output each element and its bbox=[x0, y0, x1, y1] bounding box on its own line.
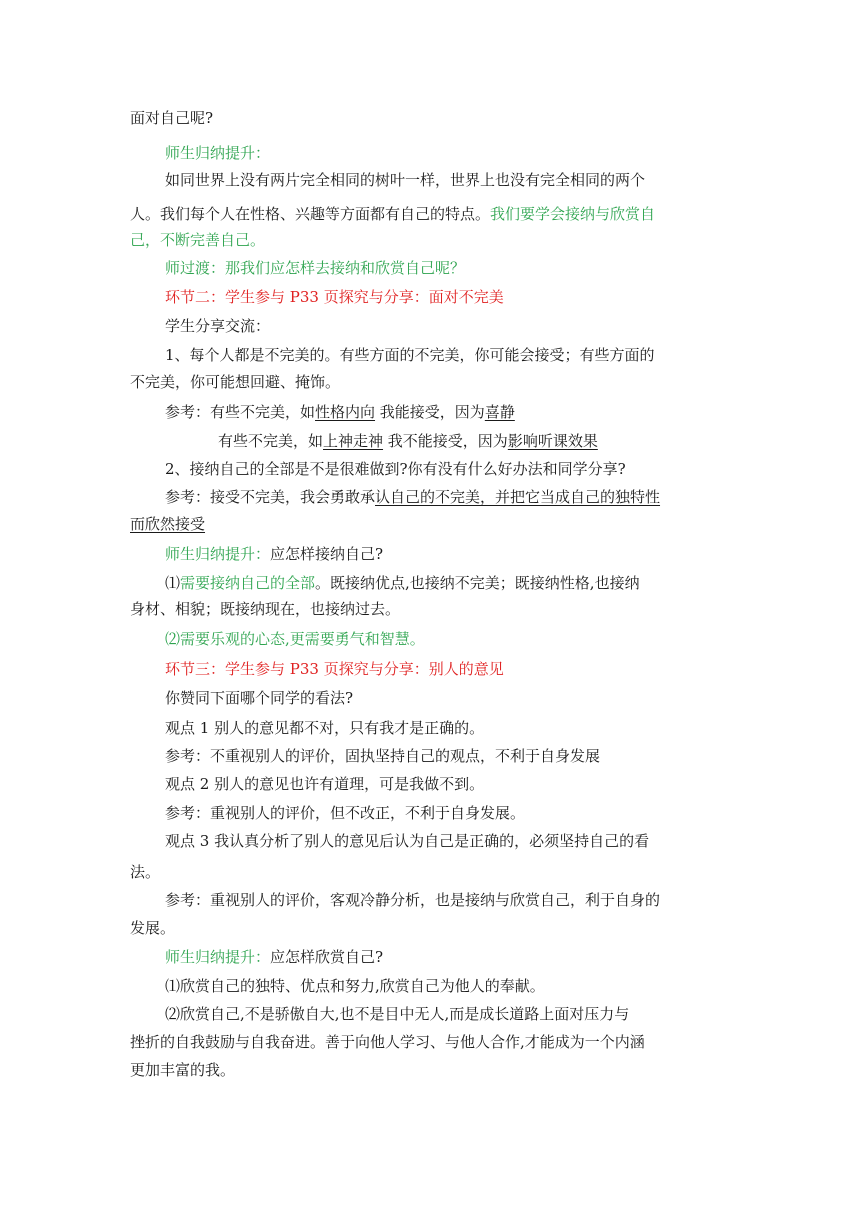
text-line bbox=[130, 1032, 645, 1052]
body-text: 观点 1 别人的意见都不对，只有我才是正确的。 bbox=[165, 719, 485, 737]
section-heading-text: 环节二：学生参与 P33 页探究与分享：面对不完美 bbox=[165, 288, 504, 306]
text-line bbox=[130, 1060, 235, 1080]
body-text: 如同世界上没有两片完全相同的树叶一样，世界上也没有完全相同的两个 bbox=[165, 171, 646, 189]
body-text: 你赞同下面哪个同学的看法? bbox=[165, 689, 354, 707]
body-text: 应怎样欣赏自己? bbox=[270, 948, 384, 966]
text-line bbox=[165, 659, 504, 679]
text-line bbox=[165, 947, 383, 967]
body-text: 法。 bbox=[130, 863, 161, 881]
body-text: 参考：有些不完美，如 bbox=[165, 403, 316, 421]
body-text: 参考：不重视别人的评价，固执坚持自己的观点，不利于自身发展 bbox=[165, 747, 601, 765]
text-line bbox=[165, 316, 270, 336]
underlined-answer: 认自己的不完美，并把它当成自己的独特性 bbox=[375, 488, 661, 506]
text-line bbox=[165, 544, 383, 564]
highlight-text: 己，不断完善自己。 bbox=[130, 231, 266, 249]
underlined-answer: 性格内向 bbox=[315, 403, 376, 421]
text-line bbox=[130, 204, 655, 224]
highlight-text: 师生归纳提升： bbox=[165, 144, 271, 162]
text-line bbox=[165, 688, 353, 708]
highlight-text: 师生归纳提升： bbox=[165, 545, 271, 563]
text-line bbox=[165, 774, 484, 794]
highlight-text: ⑵需要乐观的心态,更需要勇气和智慧。 bbox=[165, 630, 425, 648]
text-line bbox=[130, 599, 400, 619]
body-text: 身材、相貌；既接纳现在，也接纳过去。 bbox=[130, 600, 401, 618]
section-heading-text: 环节三：学生参与 P33 页探究与分享：别人的意见 bbox=[165, 660, 504, 678]
text-line bbox=[165, 287, 504, 307]
text-line bbox=[130, 230, 265, 250]
body-text: 更加丰富的我。 bbox=[130, 1061, 236, 1079]
text-line bbox=[130, 918, 175, 938]
body-text: 。既接纳优点,也接纳不完美；既接纳性格,也接纳 bbox=[315, 574, 640, 592]
body-text: 2、接纳自己的全部是不是很难做到?你有没有什么好办法和同学分享? bbox=[165, 460, 626, 478]
highlight-text: 师生归纳提升： bbox=[165, 948, 271, 966]
text-line bbox=[165, 143, 270, 163]
text-line bbox=[130, 372, 340, 392]
text-line bbox=[165, 402, 515, 422]
text-line bbox=[165, 629, 425, 649]
text-line bbox=[130, 514, 205, 534]
body-text: 不完美，你可能想回避、掩饰。 bbox=[130, 373, 341, 391]
body-text: 学生分享交流： bbox=[165, 317, 271, 335]
body-text: 观点 3 我认真分析了别人的意见后认为自己是正确的，必须坚持自己的看 bbox=[165, 832, 650, 850]
text-line bbox=[165, 258, 465, 278]
text-line bbox=[130, 108, 213, 128]
body-text: 有些不完美，如 bbox=[218, 432, 324, 450]
body-text: 发展。 bbox=[130, 919, 176, 937]
body-text: 1、每个人都是不完美的。有些方面的不完美，你可能会接受；有些方面的 bbox=[165, 346, 655, 364]
text-line bbox=[165, 718, 484, 738]
text-line bbox=[130, 862, 160, 882]
body-text: 面对自己呢? bbox=[130, 109, 214, 127]
body-text: 我能接受，因为 bbox=[375, 403, 485, 421]
text-line bbox=[165, 345, 655, 365]
body-text: ⑴ bbox=[165, 574, 181, 592]
underlined-answer: 而欣然接受 bbox=[130, 515, 206, 533]
text-line bbox=[165, 831, 649, 851]
body-text: 应怎样接纳自己? bbox=[270, 545, 384, 563]
body-text: 参考：重视别人的评价，客观冷静分析，也是接纳与欣赏自己，利于自身的 bbox=[165, 891, 661, 909]
text-line bbox=[165, 573, 640, 593]
highlight-text: 需要接纳自己的全部 bbox=[180, 574, 316, 592]
body-text: 我不能接受，因为 bbox=[383, 432, 508, 450]
underlined-answer: 喜静 bbox=[484, 403, 515, 421]
text-line bbox=[218, 431, 598, 451]
body-text: 人。我们每个人在性格、兴趣等方面都有自己的特点。 bbox=[130, 205, 491, 223]
text-line bbox=[165, 1004, 629, 1024]
body-text: 参考：接受不完美，我会勇敢承 bbox=[165, 488, 376, 506]
body-text: ⑵欣赏自己,不是骄傲自大,也不是目中无人,而是成长道路上面对压力与 bbox=[165, 1005, 630, 1023]
body-text: 挫折的自我鼓励与自我奋进。善于向他人学习、与他人合作,才能成为一个内涵 bbox=[130, 1033, 645, 1051]
body-text: 观点 2 别人的意见也许有道理，可是我做不到。 bbox=[165, 775, 485, 793]
text-line bbox=[165, 890, 660, 910]
text-line bbox=[165, 746, 600, 766]
underlined-answer: 上神走神 bbox=[323, 432, 384, 450]
text-line bbox=[165, 459, 626, 479]
text-line bbox=[165, 976, 545, 996]
highlight-text: 我们要学会接纳与欣赏自 bbox=[490, 205, 656, 223]
body-text: 参考：重视别人的评价，但不改正，不利于自身发展。 bbox=[165, 804, 526, 822]
underlined-answer: 影响听课效果 bbox=[507, 432, 598, 450]
text-line bbox=[165, 170, 645, 190]
body-text: ⑴欣赏自己的独特、优点和努力,欣赏自己为他人的奉献。 bbox=[165, 977, 545, 995]
text-line bbox=[165, 487, 660, 507]
text-line bbox=[165, 803, 525, 823]
highlight-text: 师过渡：那我们应怎样去接纳和欣赏自己呢？ bbox=[165, 259, 466, 277]
